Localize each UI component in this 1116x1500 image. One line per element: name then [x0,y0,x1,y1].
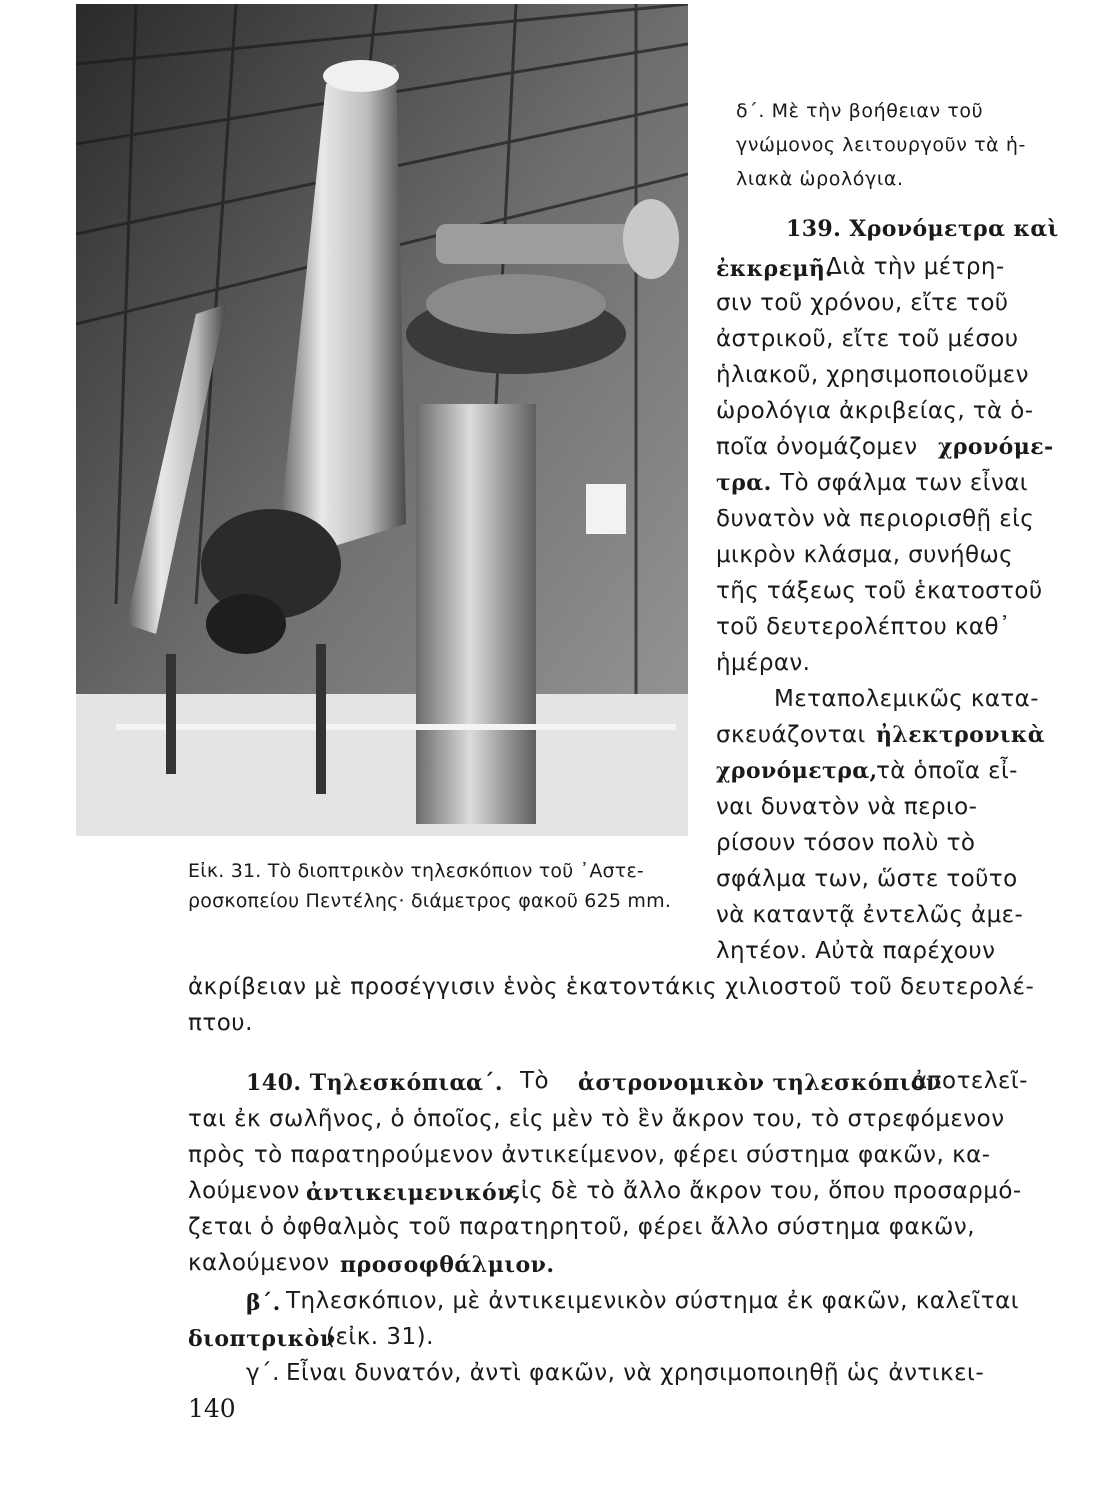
caption-line: ροσκοπείου Πεντέλης· διάμετρος φακοῦ 625 mm. [188,890,672,912]
text-line: Τὸ [520,1068,550,1094]
text-line: ἀστρικοῦ, εἴτε τοῦ μέσου [716,326,1019,352]
item-alpha: α΄. [466,1070,504,1096]
term-astronomical-telescope: ἀστρονομικὸν τηλεσκόπιον [578,1070,942,1096]
text-line: εἰς δὲ τὸ ἄλλο ἄκρον του, ὅπου προσαρμό- [508,1178,1022,1204]
text-line: σιν τοῦ χρόνου, εἴτε τοῦ [716,290,1009,316]
telescope-illustration [76,4,688,836]
term-electronic: ἠλεκτρονικὰ [876,722,1046,748]
page-number: 140 [188,1394,236,1423]
text-line: Τὸ σφάλμα των εἶναι [780,470,1028,496]
term-chronometra-cont: τρα. [716,470,772,496]
text-line: δυνατὸν νὰ περιορισθῇ εἰς [716,506,1035,532]
term-eyepiece: προσοφθάλμιον. [340,1252,555,1278]
text-line: ζεται ὁ ὀφθαλμὸς τοῦ παρατηρητοῦ, φέρει ἄλλο σύστημα φακῶν, [188,1214,976,1240]
text-line: μικρὸν κλάσμα, συνήθως [716,542,1014,568]
text-line: ποῖα ὀνομάζομεν [716,434,918,460]
section-139-heading-cont: ἐκκρεμῆ. [716,256,834,282]
text-line: Τηλεσκόπιον, μὲ ἀντικειμενικὸν σύστημα ἐκ φακῶν, καλεῖται [286,1288,1020,1314]
text-line: νὰ καταντᾷ ἐντελῶς ἀμε- [716,902,1024,928]
text-line: Μεταπολεμικῶς κατα- [774,686,1039,712]
item-beta: β΄. [246,1290,281,1316]
term-dioptric: διοπτρικὸν [188,1326,336,1352]
text-line: ἀποτελεῖ- [912,1068,1028,1094]
item-d-line: γνώμονος λειτουργοῦν τὰ ἡ- [736,134,1026,156]
section-139-heading: 139. Χρονόμετρα καὶ [786,216,1059,242]
text-line: τὰ ὁποῖα εἶ- [876,758,1018,784]
term-chronometra: χρονόμε- [938,434,1054,460]
item-d-line: δ΄. Μὲ τὴν βοήθειαν τοῦ [736,100,984,122]
term-objective: ἀντικειμενικόν, [306,1180,522,1206]
text-line: καλούμενον [188,1250,330,1276]
text-line: ρίσουν τόσον πολὺ τὸ [716,830,976,856]
text-line: σκευάζονται [716,722,866,748]
text-line: πτου. [188,1010,253,1036]
text-line: πρὸς τὸ παρατηρούμενον ἀντικείμενον, φέρει σύστημα φακῶν, κα- [188,1142,991,1168]
text-line: λούμενον [188,1178,300,1204]
text-line: λητέον. Αὐτὰ παρέχουν [716,938,996,964]
term-chronometra-2: χρονόμετρα, [716,758,878,784]
text-line: Εἶναι δυνατόν, ἀντὶ φακῶν, νὰ χρησιμοποιηθῇ ὡς ἀντικει- [286,1360,985,1386]
item-d-line: λιακὰ ὡρολόγια. [736,168,904,190]
text-line: ἡμέραν. [716,650,811,676]
text-line: τοῦ δευτερολέπτου καθ᾿ [716,614,1011,640]
text-line: ται ἐκ σωλῆνος, ὁ ὁποῖος, εἰς μὲν τὸ ἓν ἄκρον του, τὸ στρεφόμενον [188,1106,1005,1132]
text-line: ἀκρίβειαν μὲ προσέγγισιν ἑνὸς ἑκατοντάκις χιλιοστοῦ τοῦ δευτερολέ- [188,974,1035,1000]
text-line: (εἰκ. 31). [326,1324,434,1350]
caption-line: Εἰκ. 31. Τὸ διοπτρικὸν τηλεσκόπιον τοῦ ᾿Αστε- [188,860,644,882]
text-line: Διὰ τὴν μέτρη- [826,254,1005,280]
figure-caption [188,856,688,916]
telescope-photo [76,4,688,836]
text-line: ναι δυνατὸν νὰ περιο- [716,794,978,820]
section-140-heading: 140. Τηλεσκόπια. [246,1070,476,1096]
text-line: ὡρολόγια ἀκριβείας, τὰ ὁ- [716,398,1034,424]
text-line: τῆς τάξεως τοῦ ἑκατοστοῦ [716,578,1043,604]
item-gamma: γ΄. [246,1360,280,1386]
text-line: ἡλιακοῦ, χρησιμοποιοῦμεν [716,362,1029,388]
text-line: σφάλμα των, ὥστε τοῦτο [716,866,1018,892]
